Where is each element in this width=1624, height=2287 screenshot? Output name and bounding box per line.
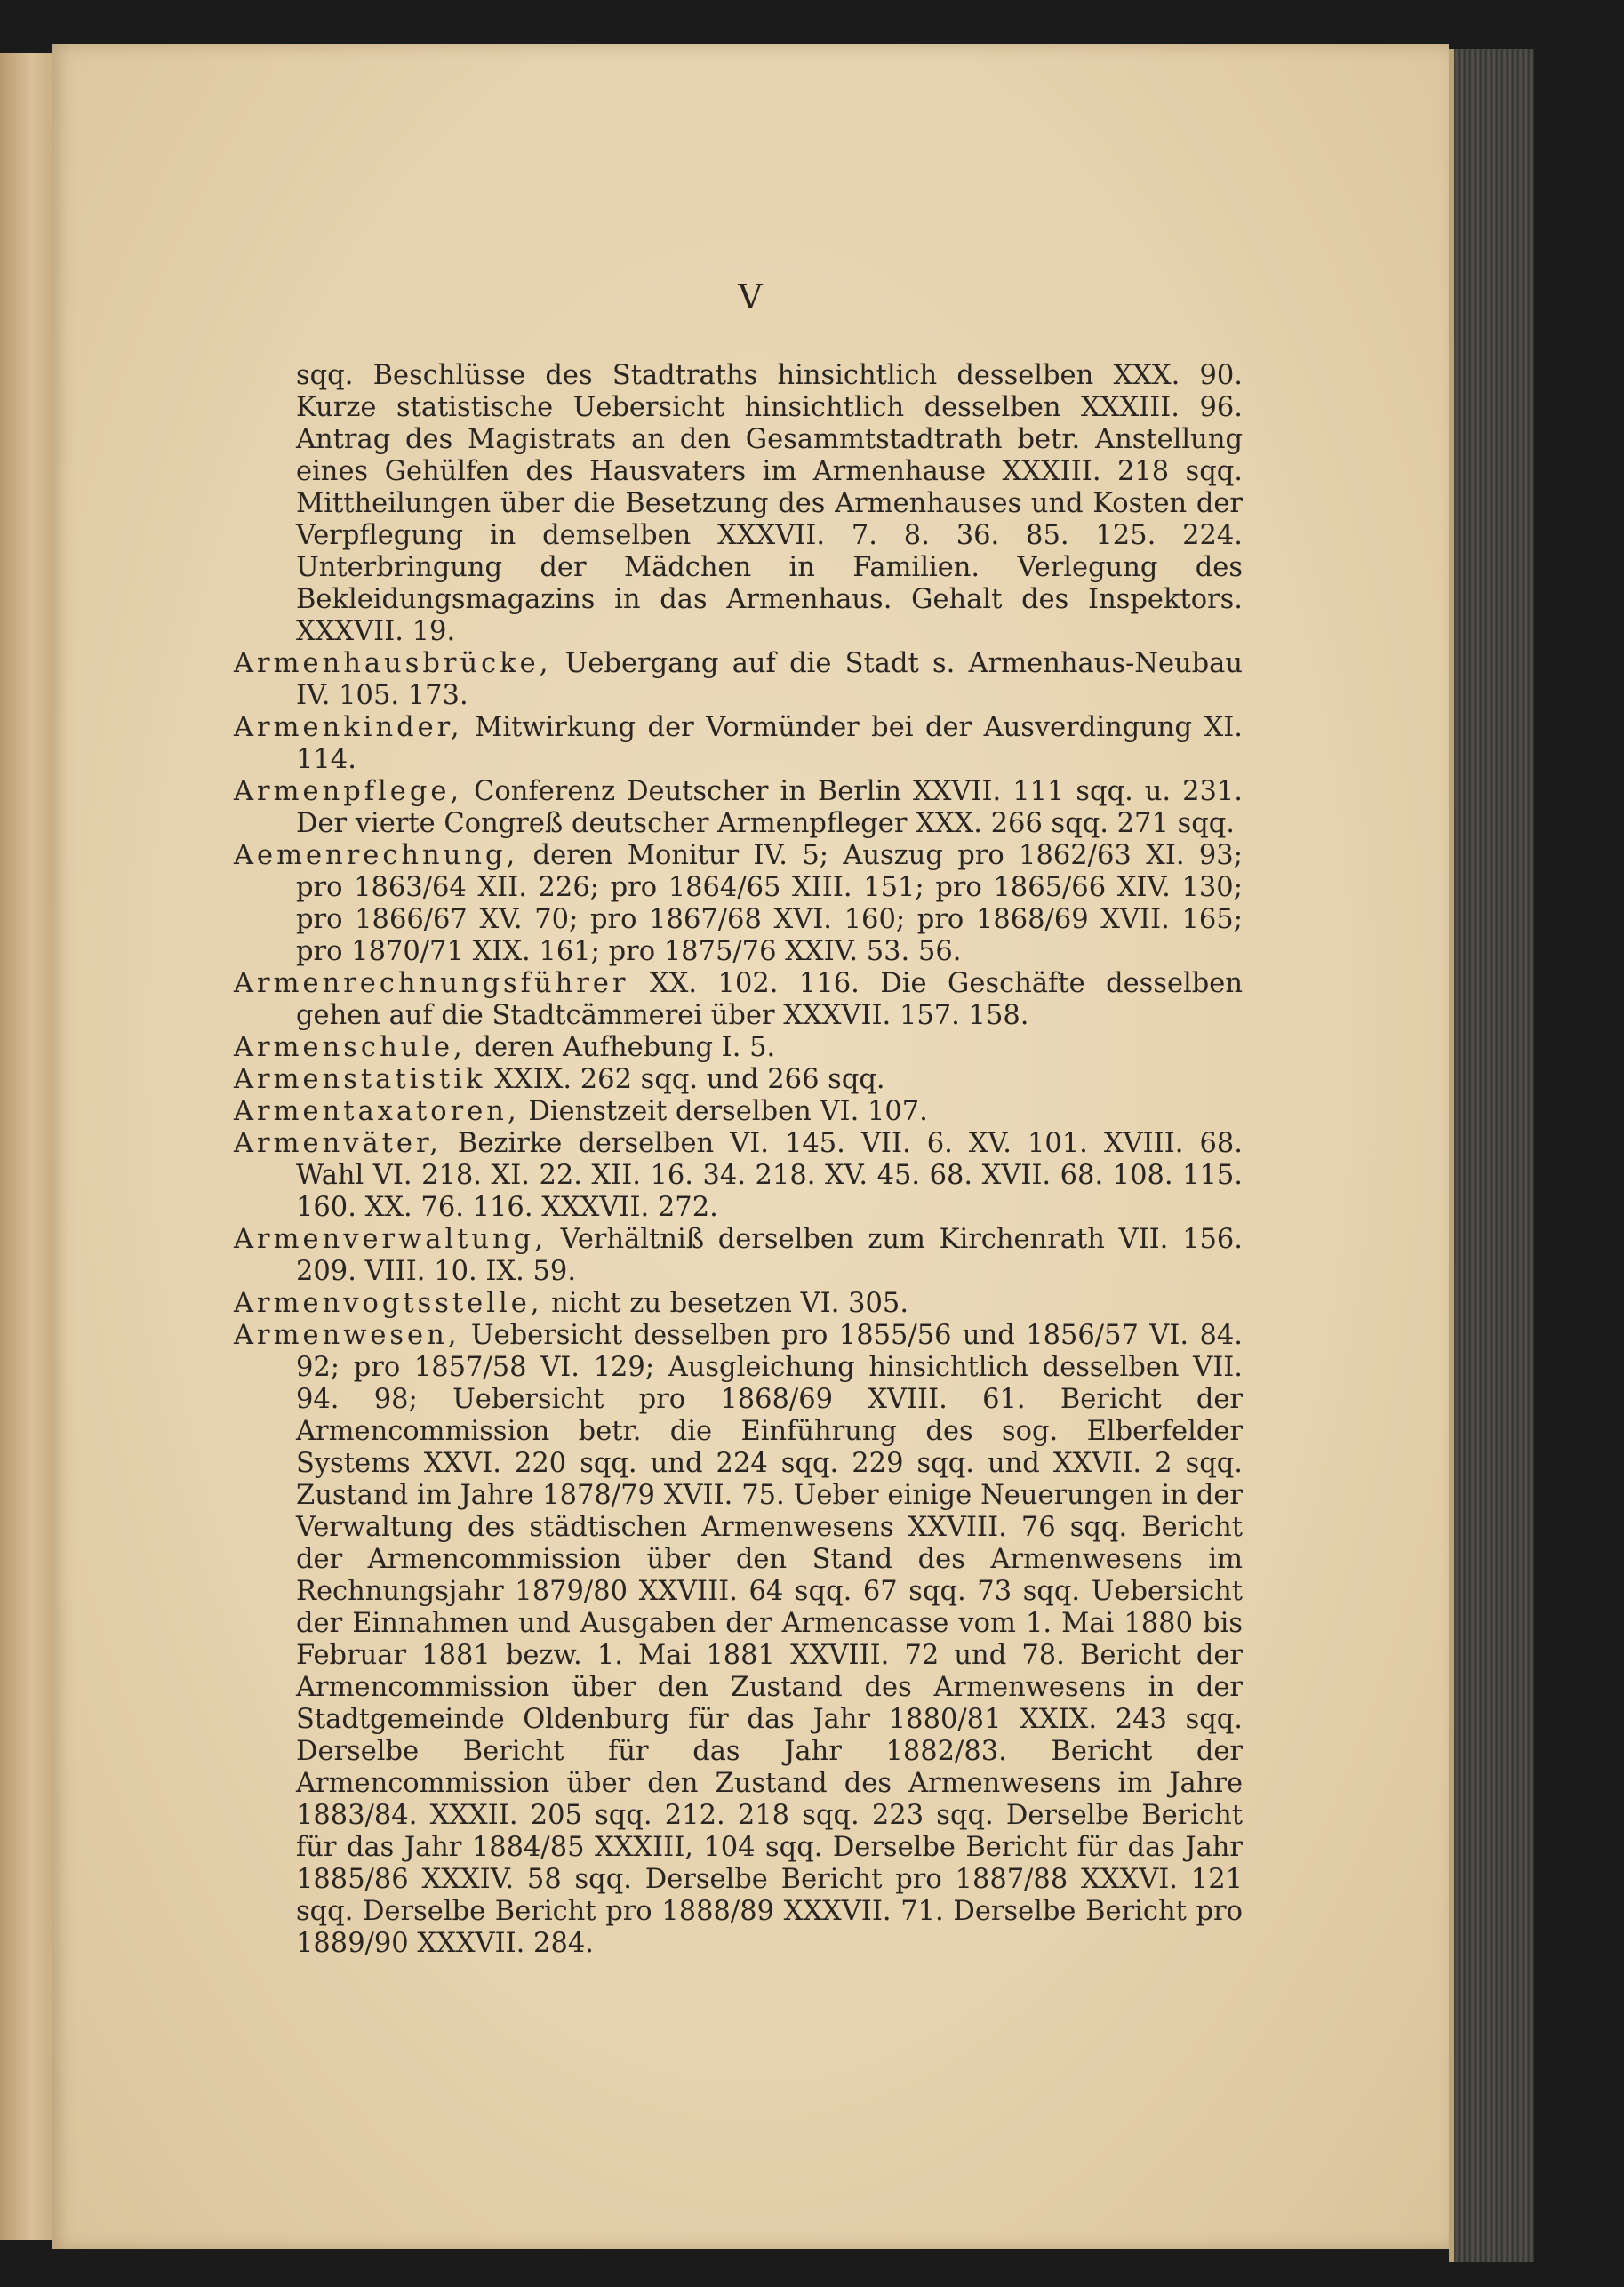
entry-heading: Aemenrechnung, <box>234 840 519 871</box>
entry-text: XXIX. 262 sqq. und 266 sqq. <box>494 1064 885 1095</box>
index-entry <box>234 776 1243 840</box>
book-page <box>52 44 1449 2249</box>
index-entry <box>234 1064 1243 1096</box>
entry-heading: Armenrechnungsführer <box>234 968 629 999</box>
entry-text: Bezirke derselben VI. 145. VII. 6. XV. 101. XVIII. 68. Wahl VI. 218. XI. 22. XII. 16. 34. 218. XV. 45. 68. XVII. 68. 108. 115. 160. XX. 76. 116. XXXVII. 272. <box>296 1128 1243 1223</box>
entry-text: XX. 102. 116. Die Geschäfte desselben gehen auf die Stadtcämmerei über XXXVII. 157. 158. <box>296 968 1243 1031</box>
entry-heading: Armenschule, <box>234 1032 466 1063</box>
entry-text: Dienstzeit derselben VI. 107. <box>528 1096 928 1127</box>
entry-text: Conferenz Deutscher in Berlin XXVII. 111 sqq. u. 231. Der vierte Congreß deutscher Armenpfleger XXX. 266 sqq. 271 sqq. <box>296 776 1243 839</box>
index-entry <box>234 1224 1243 1288</box>
entry-heading: Armenwesen, <box>234 1320 460 1351</box>
entry-heading: Armenpflege, <box>234 776 463 807</box>
entry-heading: Armenkinder, <box>234 712 463 743</box>
index-entry <box>234 712 1243 776</box>
facing-page-edge <box>0 53 53 2240</box>
index-entries <box>234 360 1243 1960</box>
entry-text: sqq. Beschlüsse des Stadtraths hinsichtlich desselben XXX. 90. Kurze statistische Uebersicht hinsichtlich desselben XXXIII. 96. Antrag des Magistrats an den Gesammtstadtrath betr. Anstellung eines Gehülfen des Hausvaters im Armenhause XXXIII. 218 sqq. Mittheilungen über die Besetzung des Armenhauses und Kosten der Verpflegung in demselben XXXVII. 7. 8. 36. 85. 125. 224. Unterbringung der Mädchen in Familien. Verlegung des Bekleidungsmagazins in das Armenhaus. Gehalt des Inspektors. XXXVII. 19. <box>296 360 1243 647</box>
page-number: V <box>738 277 763 316</box>
entry-heading: Armenstatistik <box>234 1064 486 1095</box>
entry-heading: Armenhausbrücke, <box>234 648 552 679</box>
index-entry <box>234 840 1243 968</box>
entry-text: deren Aufhebung I. 5. <box>474 1032 776 1063</box>
book-spine-edge <box>1449 49 1534 2262</box>
entry-text: Verhältniß derselben zum Kirchenrath VII. 156. 209. VIII. 10. IX. 59. <box>296 1224 1243 1287</box>
index-entry <box>234 360 1243 648</box>
entry-text: deren Monitur IV. 5; Auszug pro 1862/63 XI. 93; pro 1863/64 XII. 226; pro 1864/65 XIII. 151; pro 1865/66 XIV. 130; pro 1866/67 XV. 70; pro 1867/68 XVI. 160; pro 1868/69 XVII. 165; pro 1870/71 XIX. 161; pro 1875/76 XXIV. 53. 56. <box>296 840 1243 967</box>
entry-heading: Armentaxatoren, <box>234 1096 520 1127</box>
index-entry <box>234 1288 1243 1320</box>
entry-heading: Armenverwaltung, <box>234 1224 547 1255</box>
entry-heading: Armenvogtsstelle, <box>234 1288 543 1319</box>
index-entry <box>234 1320 1243 1960</box>
index-entry <box>234 968 1243 1032</box>
index-entry <box>234 1128 1243 1224</box>
entry-text: nicht zu besetzen VI. 305. <box>551 1288 909 1319</box>
entry-text: Uebergang auf die Stadt s. Armenhaus-Neubau IV. 105. 173. <box>296 648 1244 711</box>
index-entry <box>234 1096 1243 1128</box>
entry-text: Mitwirkung der Vormünder bei der Ausverdingung XI. 114. <box>296 712 1243 775</box>
index-entry <box>234 648 1243 712</box>
index-entry <box>234 1032 1243 1064</box>
entry-heading: Armenväter, <box>234 1128 442 1159</box>
entry-text: Uebersicht desselben pro 1855/56 und 1856/57 VI. 84. 92; pro 1857/58 VI. 129; Ausgleichung hinsichtlich desselben VII. 94. 98; Uebersicht pro 1868/69 XVIII. 61. Bericht der Armencommission betr. die Einführung des sog. Elberfelder Systems XXVI. 220 sqq. und 224 sqq. 229 sqq. und XXVII. 2 sqq. Zustand im Jahre 1878/79 XVII. 75. Ueber einige Neuerungen in der Verwaltung des städtischen Armenwesens XXVIII. 76 sqq. Bericht der Armencommission über den Stand des Armenwesens im Rechnungsjahr 1879/80 XXVIII. 64 sqq. 67 sqq. 73 sqq. Uebersicht der Einnahmen und Ausgaben der Armencasse vom 1. Mai 1880 bis Februar 1881 bezw. 1. Mai 1881 XXVIII. 72 und 78. Bericht der Armencommission über den Zustand des Armenwesens in der Stadtgemeinde Oldenburg für das Jahr 1880/81 XXIX. 243 sqq. Derselbe Bericht für das Jahr 1882/83. Bericht der Armencommission über den Zustand des Armenwesens im Jahre 1883/84. XXXII. 205 sqq. 212. 218 sqq. 223 sqq. Derselbe Bericht für das Jahr 1884/85 XXXIII, 104 sqq. Derselbe Bericht für das Jahr 1885/86 XXXIV. 58 sqq. Derselbe Bericht pro 1887/88 XXXVI. 121 sqq. Derselbe Bericht pro 1888/89 XXXVII. 71. Derselbe Bericht pro 1889/90 XXXVII. 284. <box>296 1320 1243 1959</box>
